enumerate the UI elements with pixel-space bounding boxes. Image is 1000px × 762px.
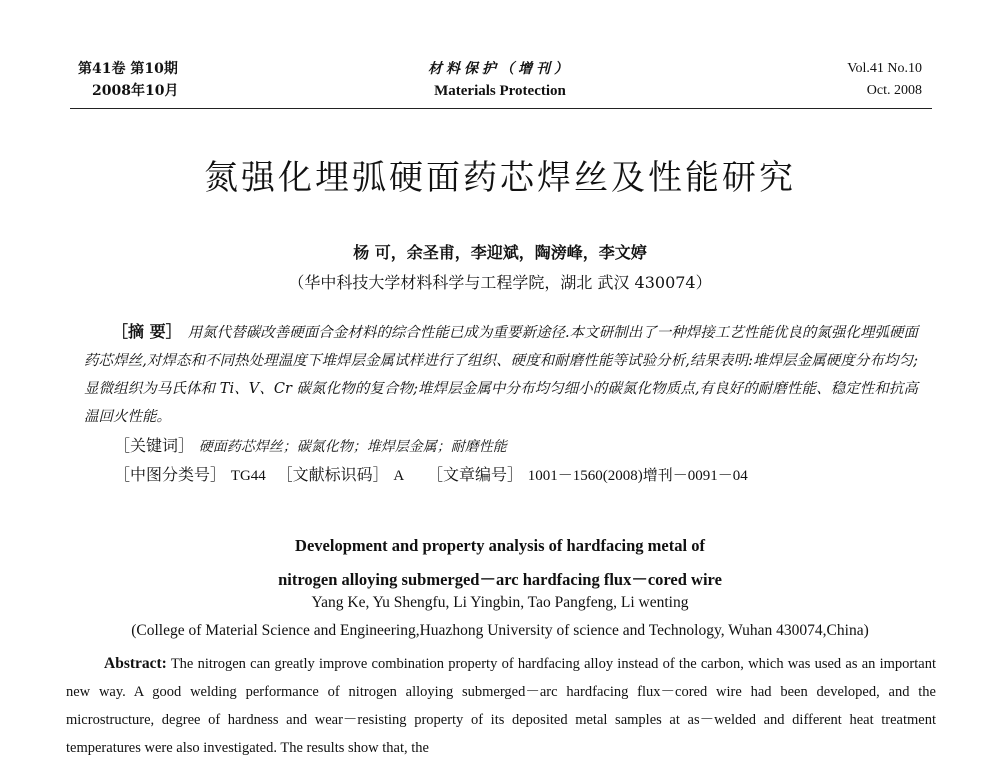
header-rule (70, 108, 932, 109)
author-list: 杨 可，余圣甫，李迎斌，陶滂峰，李文婷 (353, 243, 647, 262)
english-title-line1: Development and property analysis of hardfacing metal of (295, 536, 705, 555)
english-title-line2: nitrogen alloying submerged－arc hardfacing flux－cored wire (278, 570, 722, 589)
article-no-label: ［文章编号］ (427, 465, 524, 484)
article-no-value: 1001－1560(2008)增刊－0091－04 (527, 468, 748, 484)
journal-name (360, 58, 640, 102)
journal-volume-en (847, 58, 922, 102)
english-authors: Yang Ke, Yu Shengfu, Li Yingbin, Tao Pangfeng, Li wenting (311, 594, 689, 611)
doc-code-value: A (393, 468, 405, 484)
english-affiliation: (College of Material Science and Engineering,Huazhong University of science and Technology, Wuhan 430074,China) (131, 622, 869, 639)
english-abstract-text: The nitrogen can greatly improve combination property of hardfacing alloy instead of the carbon, which was used as an important new way. A good welding performance of nitrogen alloying submerged－arc hardfacing flux－cored wire had been developed, and the microstructure, degree of hardness and wear－resisting property of its deposited metal samples at as－welded and different heat treatment temperatures were also investigated. The results show that, the (66, 656, 936, 756)
keywords-label: ［关键词］ (114, 436, 195, 455)
volume-issue-line: 第41卷 第10期 (78, 61, 178, 77)
keywords (114, 433, 507, 460)
abstract-zh-text: 用氮代替碳改善硬面合金材料的综合性能已成为重要新途径.本文研制出了一种焊接工艺性能优良的氮强化埋弧硬面药芯焊丝,对焊态和不同热处理温度下堆焊层金属试样进行了组织、硬度和耐磨性能等试验分析,结果表明:堆焊层金属硬度分布均匀;显微组织为马氏体和 Ti、V、Cr 碳氮化物的复合物;堆焊层金属中分布均匀细小的碳氮化物质点,有良好的耐磨性能、稳定性和抗高温回火性能。 (84, 325, 918, 425)
clc-label: ［中图分类号］ (114, 465, 227, 484)
keywords-text: 硬面药芯焊丝；碳氮化物；堆焊层金属；耐磨性能 (198, 439, 507, 455)
affiliation: （华中科技大学材料科学与工程学院，湖北 武汉 430074） (288, 273, 712, 292)
abstract-zh (84, 318, 918, 431)
clc-value: TG44 (230, 468, 266, 484)
journal-name-zh: 材料保护（增刊） (428, 61, 572, 77)
paper-title: 氮强化埋弧硬面药芯焊丝及性能研究 (204, 158, 796, 198)
doc-code-label: ［文献标识码］ (276, 465, 389, 484)
english-abstract (66, 650, 936, 762)
volume-en-line: Vol.41 No.10 (847, 61, 922, 76)
classification (114, 462, 748, 489)
journal-volume-issue (78, 58, 178, 102)
english-abstract-label: Abstract: (104, 655, 167, 672)
journal-name-en: Materials Protection (434, 83, 566, 99)
issue-date-line: 2008年10月 (92, 83, 179, 99)
abstract-zh-label: ［摘 要］ (112, 322, 182, 341)
date-en-line: Oct. 2008 (866, 83, 922, 98)
